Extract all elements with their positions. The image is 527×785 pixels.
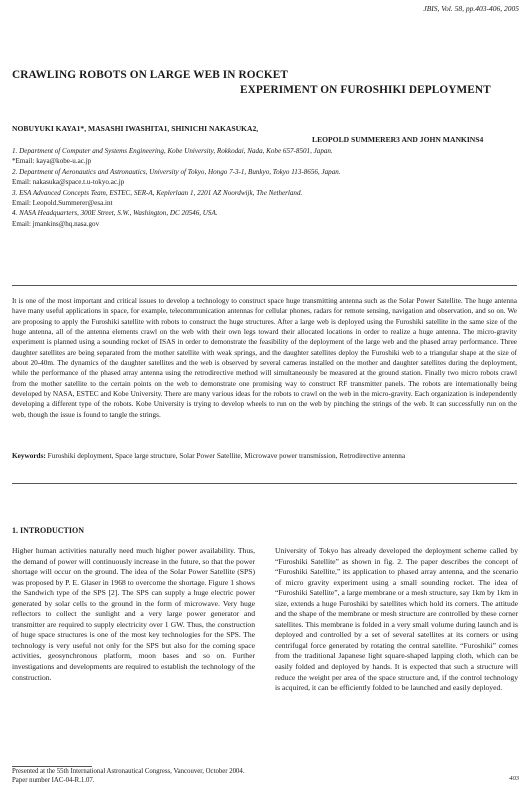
keywords xyxy=(12,451,517,461)
paper-title xyxy=(12,68,517,98)
body-column-right: University of Tokyo has already developed the deployment scheme called by “Furoshiki Satellite” as shown in fig. 2. The paper describes the concept of “Furoshiki Satellite,” its application to phased array antenna, and the scenario of micro gravity experiment using a small sounding rocket. The idea of “Furoshiki Satellite”, a large membrane or a mesh structure, say 1km by 1km in size, extends a huge Furoshiki by satellites which hold its corners. The attitude and the shape of the membrane or mesh structure are controlled by these corner satellites. This membrane is folded in a very small volume during launch and is deployed and controlled by a set of several satellites at its corners or using centrifugal force generated by rotating the central satellite. “Furoshiki” comes from the traditional Japanese light square-shaped lapping cloth, which can be easily folded and deployed by hands. It is expected that such a structure will reduce the weight per area of the space structure and, if the control technology is acquired, it can be efficiently folded to be launched and easily deployed. xyxy=(275,546,518,693)
affiliations xyxy=(12,146,517,229)
email-3: Email: Leopold.Summerer@esa.int xyxy=(12,199,113,208)
keywords-label: Keywords: xyxy=(12,452,46,460)
body-column-left: Higher human activities naturally need much higher power availability. Thus, the demand of power will continuously increase in the future, so that the power shortage will occur on the ground. The idea of the Solar Power Satellite (SPS) was proposed by P. E. Glaser in 1968 to overcome the shortage. Figure 1 shows the Sandwich type of the SPS [2]. The SPS can supply a huge electric power generated by solar cells to the ground in the form of microwave. Very huge reflectors to collect the sunlight and a very large power generator and transmitter are required to supply electricity over 1 GW. Thus, the construction of huge space structures is one of the most key technologies for the SPS. The technology is very useful not only for the SPS but also for the coming space activities, geosynchronous platform, moon bases and so on. Further investigations and developments are required to establish the technology of the construction. xyxy=(12,546,255,682)
title-line-1: CRAWLING ROBOTS ON LARGE WEB IN ROCKET xyxy=(12,69,289,81)
affiliation-1: 1. Department of Computer and Systems Engineering, Kobe University, Rokkodai, Nada, Kobe 657-8501, Japan. xyxy=(12,147,333,155)
footnote: Presented at the 55th International Astronautical Congress, Vancouver, October 2004. Paper number IAC-04-R.1.07. xyxy=(12,768,245,784)
abstract-top-rule xyxy=(12,285,517,286)
affiliation-2: 2. Department of Aeronautics and Astronautics, University of Tokyo, Hongo 7-3-1, Bunkyo, Tokyo 113-8656, Japan. xyxy=(12,167,341,176)
journal-citation: JBIS, Vol. 58, pp.403-406, 2005 xyxy=(423,4,519,13)
section-heading-introduction: 1. INTRODUCTION xyxy=(12,526,85,535)
abstract-bottom-rule xyxy=(12,483,517,484)
email-1: *Email: kaya@kobe-u.ac.jp xyxy=(12,157,92,166)
email-4: Email: jmankins@hq.nasa.gov xyxy=(12,219,100,228)
authors-line-1: NOBUYUKI KAYA1*, MASASHI IWASHITA1, SHINICHI NAKASUKA2, xyxy=(12,124,259,133)
authors-line-2: LEOPOLD SUMMERER3 AND JOHN MANKINS4 xyxy=(312,135,484,144)
abstract-text: It is one of the most important and critical issues to develop a technology to construct space huge transmitting antenna such as the Solar Power Satellite. The huge antenna have many useful applications in space, for example, telecommunication antennas for cellular phones, radars for remote sensing, navigation and observation, and so on. We are proposing to apply the Furoshiki satellite with robots to construct the huge structures. After a large web is deployed using the Furoshiki satellite in the same size of the huge antenna, all of the antenna elements crawl on the web with their own legs toward their allocated locations in order to realize a huge antenna. The micro-gravity experiment is planned using a sounding rocket of ISAS in order to demonstrate the feasibility of the deployment of the large web and the phased array performance. Three daughter satellites are being separated from the mother satellite with weak springs, and the daughter satellites deploy the Furoshiki web to a triangular shape at the size of about 20-40m. The dynamics of the daughter satellites and the web is observed by several cameras installed on the mother and daughter satellites during the deployment, while the performance of the phased array antenna using the retrodirective method will simultaneously be measured at the ground station. Finally two micro robots crawl from the mother satellite to the certain points on the web to demonstrate one promising way to construct RF transmitter panels. The robots are internationally being developed by NASA, ESTEC and Kobe University. There are many various ideas for the robots to crawl on the web in the micro-gravity. Each organization is independently developing a different type of the robots. Kobe University is trying to develop wheels to run on the web by pinching the strings of the web. It can successfully run on the web, though the issue is found to tangle the strings. xyxy=(12,297,517,419)
email-2: Email: nakasuka@space.t.u-tokyo.ac.jp xyxy=(12,178,125,187)
affiliation-3: 3. ESA Advanced Concepts Team, ESTEC, SER-A, Keplerlaan 1, 2201 AZ Noordwijk, The Netherland. xyxy=(12,188,303,197)
author-list xyxy=(12,123,517,145)
affiliation-4: 4. NASA Headquarters, 300E Street, S.W., Washington, DC 20546, USA. xyxy=(12,209,218,218)
keywords-text: Furoshiki deployment, Space large structure, Solar Power Satellite, Microwave power transmission, Retrodirective antenna xyxy=(45,452,406,460)
title-line-2: EXPERIMENT ON FUROSHIKI DEPLOYMENT xyxy=(240,84,491,96)
page-number: 403 xyxy=(509,775,519,782)
